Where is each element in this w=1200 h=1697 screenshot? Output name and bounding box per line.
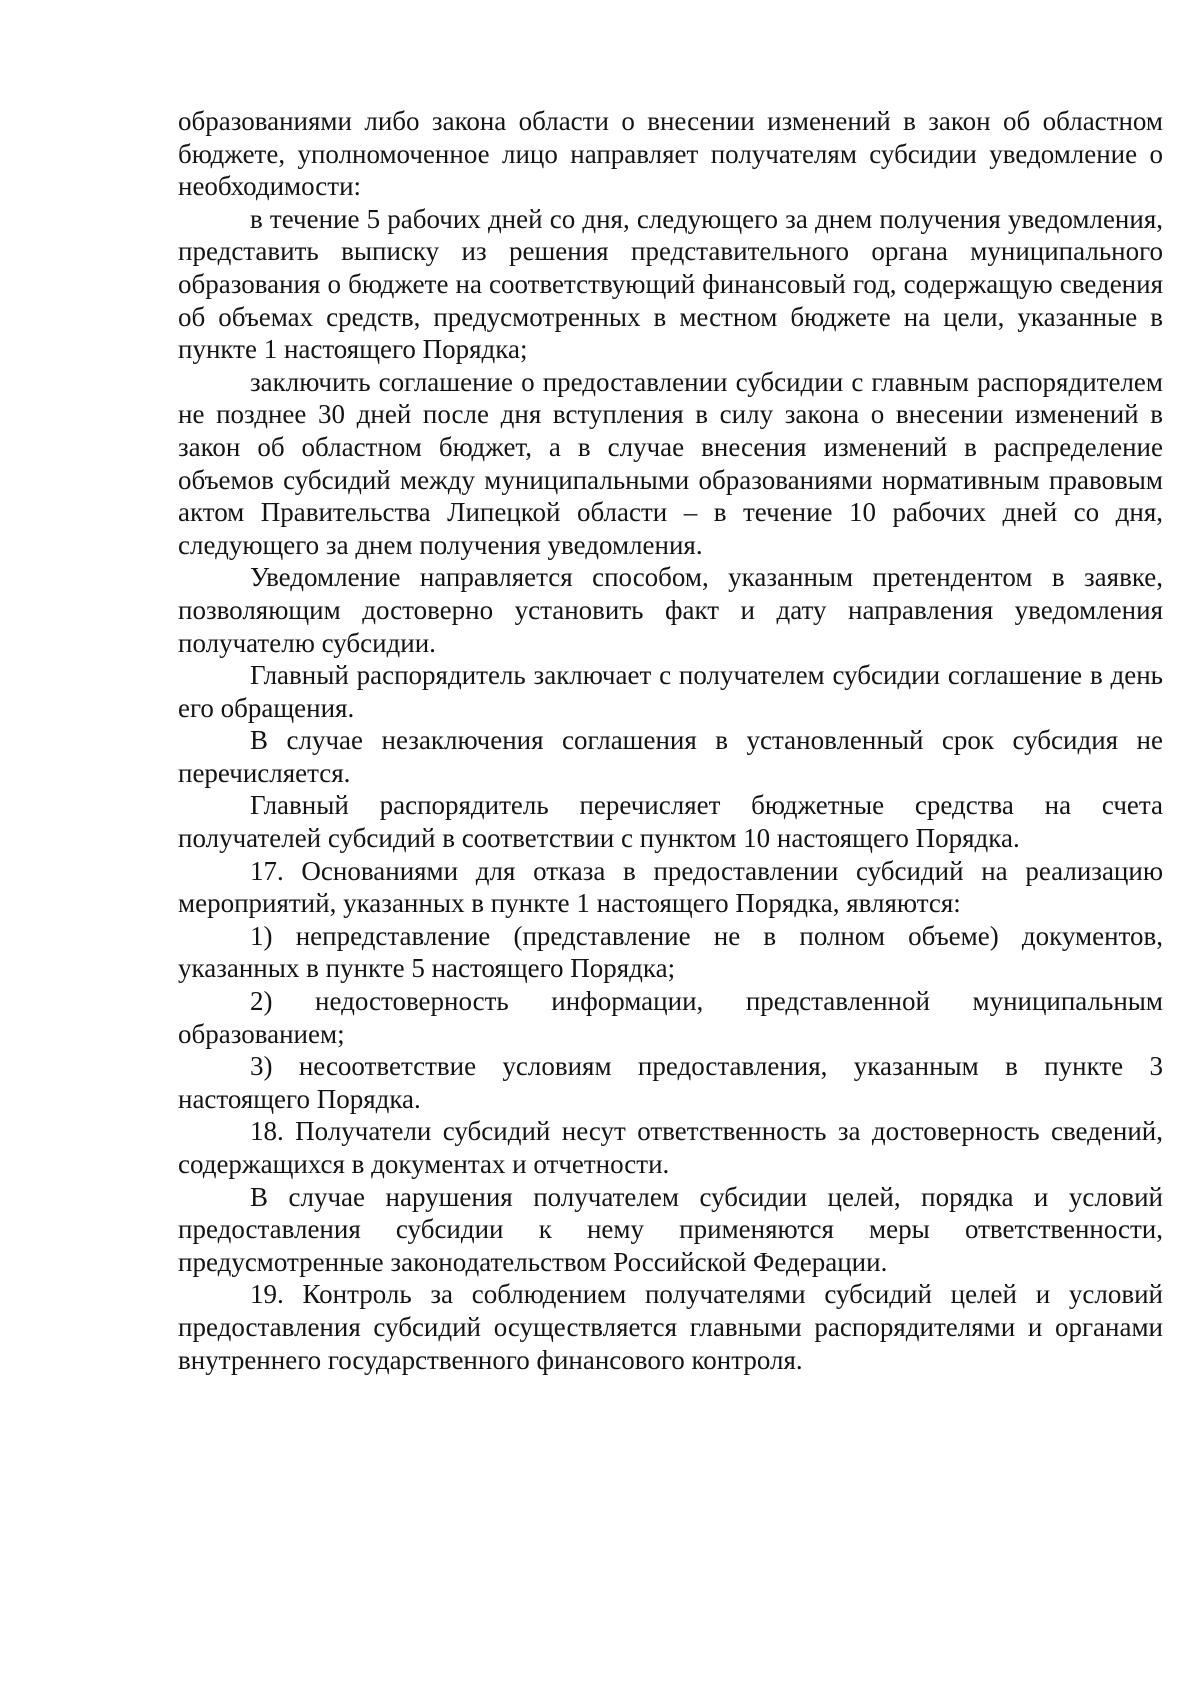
paragraph-item-17: 17. Основаниями для отказа в предоставлении субсидий на реализацию мероприятий, указанных в пункте 1 настоящего Порядка, являются: [178, 855, 1163, 919]
document-body [178, 105, 1163, 1376]
paragraph-item-19: 19. Контроль за соблюдением получателями субсидий целей и условий предоставления субсидий осуществляется главными распорядителями и органами внутреннего государственного финансового контроля. [178, 1279, 1163, 1375]
paragraph-item-17-3: 3) несоответствие условиям предоставления, указанным в пункте 3 настоящего Порядка. [178, 1051, 1163, 1114]
paragraph-item-18: 18. Получатели субсидий несут ответственность за достоверность сведений, содержащихся в документах и отчетности. [178, 1116, 1163, 1179]
paragraph-continuation: образованиями либо закона области о внесении изменений в закон об областном бюджете, уполномоченное лицо направляет получателям субсидии уведомление о необходимости: [178, 106, 1163, 202]
paragraph-submit-extract: в течение 5 рабочих дней со дня, следующего за днем получения уведомления, представить выписку из решения представительного органа муниципального образования о бюджете на соответствующий финансовый год, содержащую сведения об объемах средств, предусмотренных в местном бюджете на цели, указанные в пункте 1 настоящего Порядка; [178, 203, 1163, 365]
paragraph-agreement-day: Главный распорядитель заключает с получателем субсидии соглашение в день его обращения. [178, 660, 1163, 723]
paragraph-item-17-1: 1) непредставление (представление не в полном объеме) документов, указанных в пункте 5 настоящего Порядка; [178, 920, 1163, 984]
paragraph-conclude-agreement: заключить соглашение о предоставлении субсидии с главным распорядителем не позднее 30 дней после дня вступления в силу закона о внесении изменений в закон об областном бюджет, а в случае внесения изменений в распределение объемов субсидий между муниципальными образованиями нормативным правовым актом Правительства Липецкой области – в течение 10 рабочих дней со дня, следующего за днем получения уведомления. [178, 366, 1163, 560]
paragraph-liability: В случае нарушения получателем субсидии целей, порядка и условий предоставления субсидии к нему применяются меры ответственности, предусмотренные законодательством Российской Федерации. [178, 1181, 1163, 1277]
paragraph-not-transferred: В случае незаключения соглашения в установленный срок субсидия не перечисляется. [178, 725, 1163, 788]
paragraph-notification-method: Уведомление направляется способом, указанным претендентом в заявке, позволяющим достоверно установить факт и дату направления уведомления получателю субсидии. [178, 562, 1163, 658]
paragraph-transfer-funds: Главный распорядитель перечисляет бюджетные средства на счета получателей субсидий в соответствии с пунктом 10 настоящего Порядка. [178, 790, 1163, 854]
paragraph-item-17-2: 2) недостоверность информации, представленной муниципальным образованием; [178, 986, 1163, 1049]
